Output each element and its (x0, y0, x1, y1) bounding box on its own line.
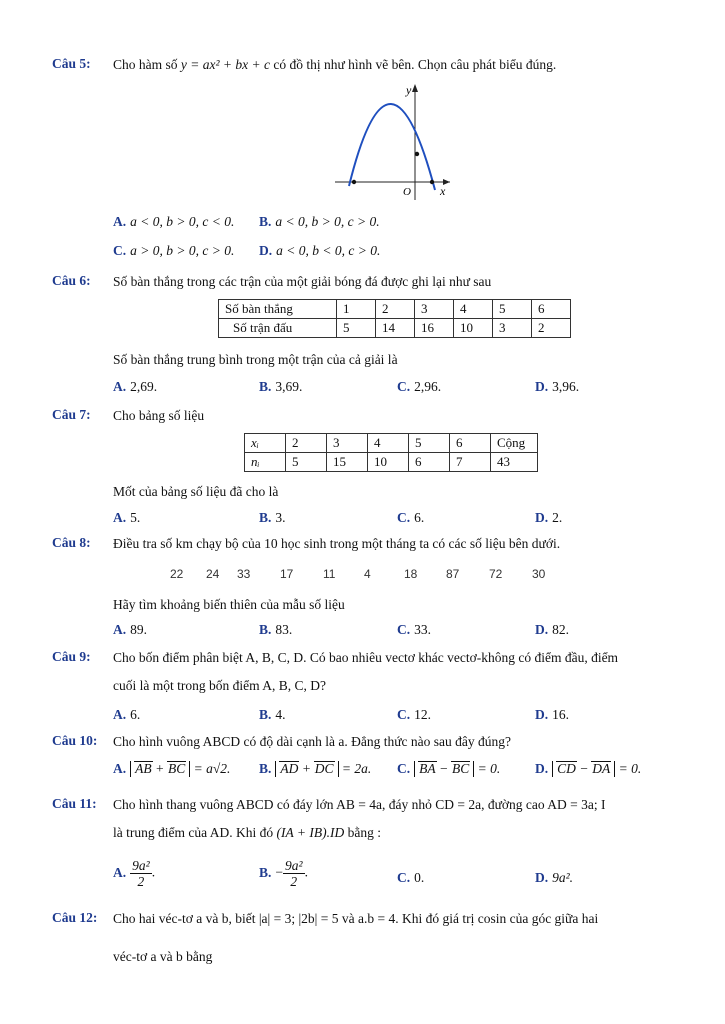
option-d[interactable]: D. 2. (535, 510, 563, 525)
goals-table: Số bàn thắng 1 2 3 4 5 6 Số trận đấu 5 14 16 10 3 2 (218, 299, 571, 338)
question-prompt: Mốt của bảng số liệu đã cho là (113, 484, 279, 499)
question-text: Cho hình vuông ABCD có độ dài cạnh là a. Đẳng thức nào sau đây đúng? (113, 734, 511, 749)
y-axis-label: y (406, 83, 412, 97)
option-c[interactable]: C. 33. (397, 622, 431, 637)
question-11 (52, 796, 692, 896)
option-b[interactable]: B. 3. (259, 510, 286, 525)
question-5 (52, 56, 692, 266)
option-d[interactable]: D. a < 0, b < 0, c > 0. (259, 243, 381, 258)
option-c[interactable]: C. 6. (397, 510, 425, 525)
question-text-line1: Cho hình thang vuông ABCD có đáy lớn AB = 4a, đáy nhỏ CD = 2a, đường cao AD = 3a; I (113, 797, 606, 812)
question-12 (52, 910, 692, 970)
parabola-graph (335, 82, 455, 202)
question-10 (52, 733, 692, 783)
question-label: Câu 8: (52, 535, 91, 550)
option-b[interactable]: B. 3,69. (259, 379, 303, 394)
question-label: Câu 10: (52, 733, 98, 748)
question-label: Câu 9: (52, 649, 91, 664)
question-9 (52, 649, 692, 727)
question-7 (52, 407, 692, 529)
option-d[interactable]: D. 16. (535, 707, 569, 722)
option-a[interactable]: A. a < 0, b > 0, c < 0. (113, 214, 235, 229)
option-a[interactable]: A. 89. (113, 622, 147, 637)
question-text: Cho hàm số y = ax² + bx + c có đồ thị như hình vẽ bên. Chọn câu phát biểu đúng. (113, 57, 557, 72)
question-text: Cho bảng số liệu (113, 408, 205, 423)
question-label: Câu 6: (52, 273, 91, 288)
option-a[interactable]: A. $\frac{\text{9a²}}{2}$ . (113, 858, 156, 889)
question-label: Câu 5: (52, 56, 91, 71)
option-c[interactable]: C. 12. (397, 707, 431, 722)
question-8: Câu 8: Điều tra số km chạy bộ của 10 học sinh trong một tháng ta có các số liệu bên dưới. 22 24 33 17 11 4 18 87 72 30 Hãy tìm khoảng biến thiên của mẫu số liệu A. 89. B. 83. C. 33. D. 82. (52, 535, 692, 640)
vector-expression: (IA + IB).ID (276, 825, 345, 840)
option-d[interactable]: D. 3,96. (535, 379, 580, 394)
question-text: Điều tra số km chạy bộ của 10 học sinh trong một tháng ta có các số liệu bên dưới. (113, 536, 561, 551)
question-text-line1: Cho hai véc-tơ a và b, biết |a| = 3; |2b| = 5 và a.b = 4. Khi đó giá trị cosin của góc giữa hai (113, 911, 599, 926)
question-label: Câu 12: (52, 910, 98, 925)
option-a[interactable]: A. 5. (113, 510, 141, 525)
option-b[interactable]: B. − $\frac{\text{9a²}}{2}$ . (259, 858, 308, 889)
option-b[interactable]: B. 4. (259, 707, 286, 722)
option-c[interactable]: C. 2,96. (397, 379, 442, 394)
option-d[interactable]: D. CD − DA = 0. (535, 761, 642, 776)
x-axis-label: x (440, 184, 446, 198)
option-d[interactable]: D. 82. (535, 622, 569, 637)
frequency-table: xᵢ 2 3 4 5 6 Cộng nᵢ 5 15 10 6 7 43 (244, 433, 538, 472)
option-a[interactable]: A. 2,69. (113, 379, 158, 394)
question-text: Số bàn thắng trong các trận của một giải bóng đá được ghi lại như sau (113, 274, 492, 289)
question-label: Câu 7: (52, 407, 91, 422)
option-c[interactable]: C. a > 0, b > 0, c > 0. (113, 243, 235, 258)
question-text-line2: cuối là một trong bốn điểm A, B, C, D? (113, 678, 326, 693)
option-b[interactable]: B. 83. (259, 622, 293, 637)
option-b[interactable]: B. AD + DC = 2a. (259, 761, 372, 776)
question-text-line1: Cho bốn điểm phân biệt A, B, C, D. Có bao nhiêu vectơ khác vectơ-không có điểm đầu, điểm (113, 650, 619, 665)
option-c[interactable]: C. BA − BC = 0. (397, 761, 501, 776)
option-b[interactable]: B. a < 0, b > 0, c > 0. (259, 214, 380, 229)
question-text-line2: là trung điểm của AD. Khi đó (IA + IB).ID bằng : (113, 825, 381, 840)
function-formula: y = ax² + bx + c (180, 57, 270, 72)
question-6 (52, 273, 692, 398)
question-prompt: Số bàn thắng trung bình trong một trận của cả giải là (113, 352, 398, 367)
origin-label: O (403, 186, 411, 198)
option-a[interactable]: A. AB + BC = a√2. (113, 761, 231, 776)
question-label: Câu 11: (52, 796, 97, 811)
question-prompt: Hãy tìm khoảng biến thiên của mẫu số liệu (113, 597, 345, 612)
option-c[interactable]: C. 0. (397, 870, 425, 885)
option-a[interactable]: A. 6. (113, 707, 141, 722)
option-d[interactable]: D. 9a². (535, 870, 574, 885)
question-text-line2: véc-tơ a và b bằng (113, 949, 213, 964)
